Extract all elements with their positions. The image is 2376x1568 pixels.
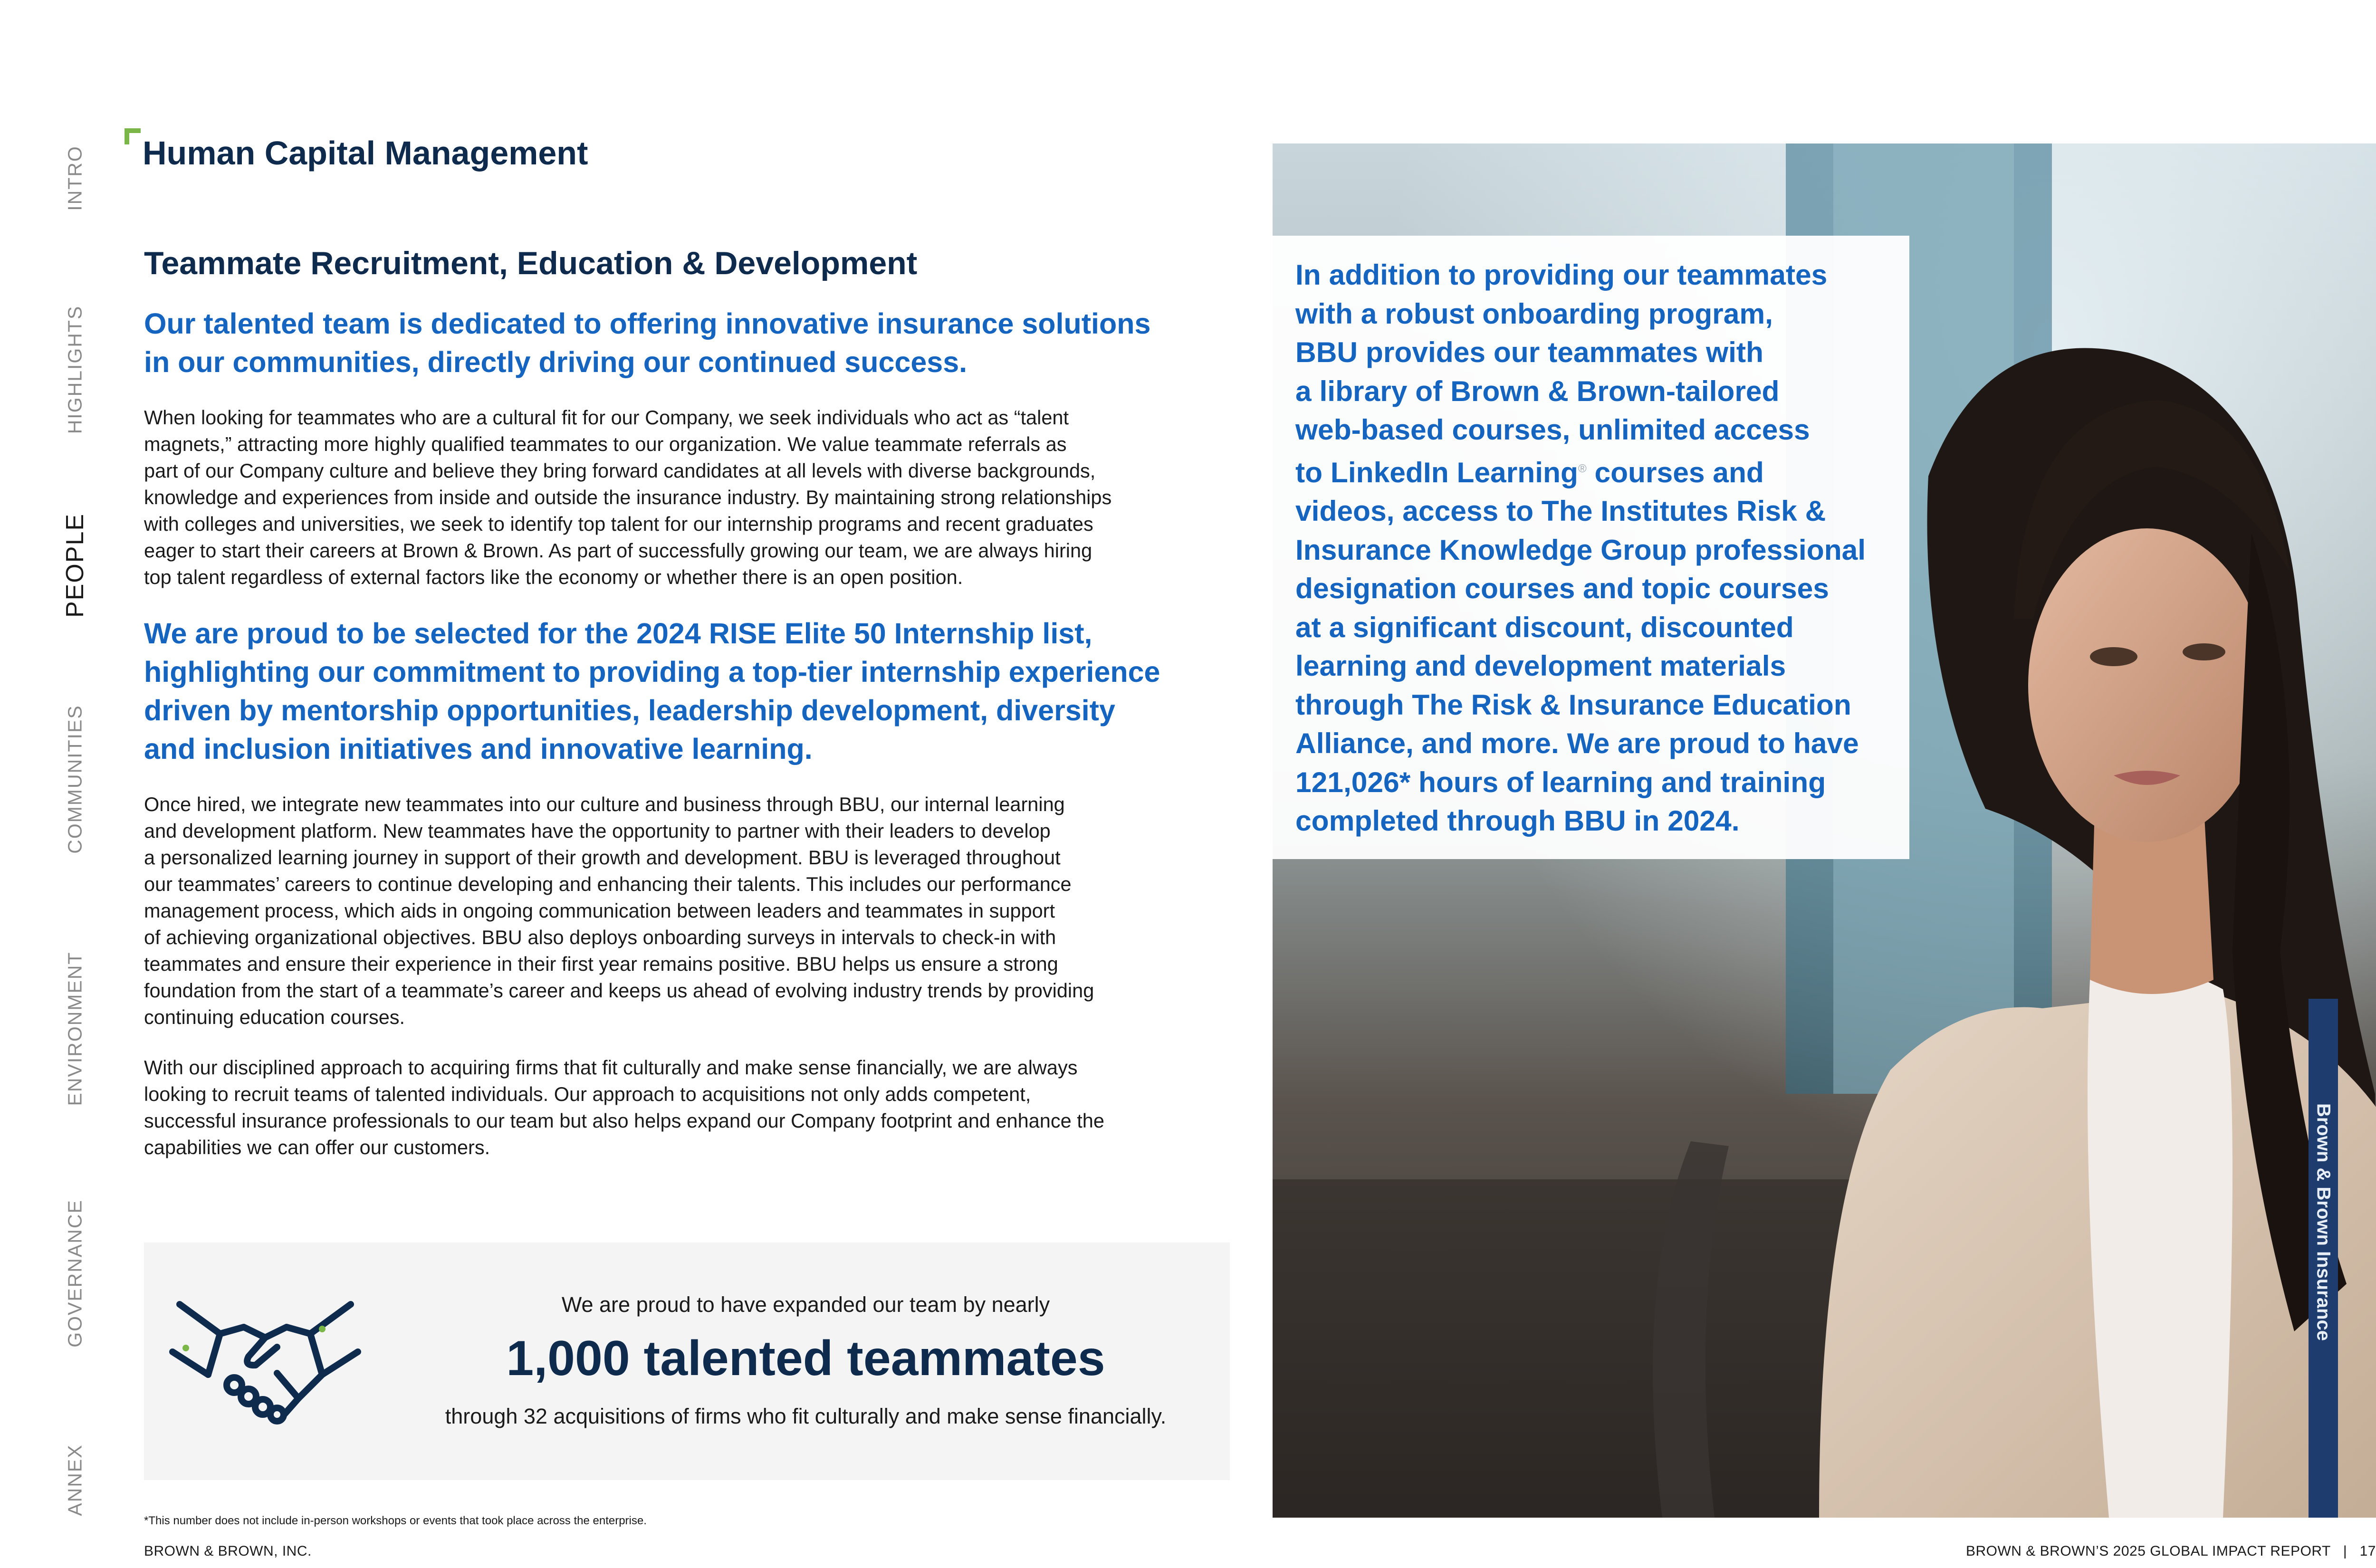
text-line: top talent regardless of external factors like the economy or whether there is an open position. bbox=[144, 566, 963, 588]
quote-line: a library of Brown & Brown-tailored bbox=[1295, 374, 1780, 407]
bbu-quote-box bbox=[1273, 236, 1909, 859]
text-line: knowledge and experiences from inside and outside the insurance industry. By maintaining strong relationships bbox=[144, 486, 1112, 508]
text-line: magnets,” attracting more highly qualified teammates to our organization. We value teammate referrals as bbox=[144, 433, 1067, 455]
quote-line: through The Risk & Insurance Education bbox=[1295, 688, 1851, 721]
text-line: looking to recruit teams of talented individuals. Our approach to acquisitions not only adds competent, bbox=[144, 1083, 1031, 1105]
quote-line: at a significant discount, discounted bbox=[1295, 611, 1794, 643]
lead-line: in our communities, directly driving our continued success. bbox=[144, 346, 968, 378]
text-line: a personalized learning journey in support of their growth and development. BBU is leveraged throughout bbox=[144, 846, 1061, 869]
lead-line: We are proud to be selected for the 2024 RISE Elite 50 Internship list, bbox=[144, 617, 1092, 650]
nav-item-people[interactable]: PEOPLE bbox=[61, 513, 89, 618]
quote-line: BBU provides our teammates with bbox=[1295, 336, 1764, 368]
text-line: teammates and ensure their experience in their first year remains positive. BBU helps us ensure a strong bbox=[144, 953, 1058, 975]
subheading: Teammate Recruitment, Education & Development bbox=[144, 245, 918, 281]
quote-line: videos, access to The Institutes Risk & bbox=[1295, 495, 1826, 527]
paragraph-recruitment bbox=[144, 404, 1232, 591]
text-line: management process, which aids in ongoing communication between leaders and teammates in support bbox=[144, 899, 1055, 922]
nav-item-environment[interactable]: ENVIRONMENT bbox=[64, 951, 86, 1106]
paragraph-acquisitions bbox=[144, 1054, 1232, 1161]
text-line: and development platform. New teammates have the opportunity to partner with their leaders to develop bbox=[144, 820, 1051, 842]
footer-company: BROWN & BROWN, INC. bbox=[144, 1543, 312, 1559]
quote-line: Alliance, and more. We are proud to have bbox=[1295, 727, 1859, 760]
text-line: Once hired, we integrate new teammates into our culture and business through BBU, our internal learning bbox=[144, 793, 1065, 815]
text-line: With our disciplined approach to acquiring firms that fit culturally and make sense financially, we are always bbox=[144, 1056, 1078, 1079]
lead-line: and inclusion initiatives and innovative learning. bbox=[144, 733, 813, 765]
quote-line: In addition to providing our teammates bbox=[1295, 258, 1828, 291]
quote-line: Insurance Knowledge Group professional bbox=[1295, 533, 1866, 566]
quote-line: 121,026* hours of learning and training bbox=[1295, 765, 1826, 798]
lead-line: Our talented team is dedicated to offering innovative insurance solutions bbox=[144, 307, 1151, 340]
main-text-column bbox=[144, 245, 1232, 1185]
nav-item-annex[interactable]: ANNEX bbox=[64, 1444, 86, 1516]
text-line: When looking for teammates who are a cultural fit for our Company, we seek individuals who act as “talent bbox=[144, 406, 1069, 429]
nav-item-highlights[interactable]: HIGHLIGHTS bbox=[64, 305, 86, 434]
lead-statement bbox=[144, 305, 1232, 382]
bbu-quote bbox=[1295, 256, 1890, 841]
text-line: of achieving organizational objectives. BBU also deploys onboarding surveys in intervals to check-in with bbox=[144, 926, 1056, 948]
lanyard-text: Brown & Brown Insurance bbox=[2313, 1103, 2334, 1341]
callout-headline: 1,000 talented teammates bbox=[506, 1331, 1105, 1386]
internship-statement bbox=[144, 614, 1232, 768]
nav-item-governance[interactable]: GOVERNANCE bbox=[64, 1199, 86, 1348]
nav-item-communities[interactable]: COMMUNITIES bbox=[64, 705, 86, 854]
section-title: Human Capital Management bbox=[143, 134, 588, 172]
text-line: with colleges and universities, we seek to identify top talent for our internship programs and recent graduates bbox=[144, 513, 1093, 535]
quote-courses: courses and bbox=[1594, 456, 1764, 488]
text-line: eager to start their careers at Brown & Brown. As part of successfully growing our team, we are always hiring bbox=[144, 539, 1092, 562]
registered-mark: ® bbox=[1578, 462, 1587, 475]
quote-line: learning and development materials bbox=[1295, 650, 1786, 682]
side-navigation bbox=[0, 0, 124, 1568]
handshake-icon bbox=[163, 1290, 367, 1433]
callout-outro: through 32 acquisitions of firms who fit culturally and make sense financially. bbox=[445, 1404, 1167, 1428]
text-line: successful insurance professionals to our team but also helps expand our Company footprint and enhance the bbox=[144, 1109, 1104, 1132]
callout-intro: We are proud to have expanded our team by nearly bbox=[561, 1292, 1050, 1317]
quote-line: completed through BBU in 2024. bbox=[1295, 804, 1740, 837]
text-line: foundation from the start of a teammate’s career and keeps us ahead of evolving industry trends by providing bbox=[144, 979, 1094, 1002]
quote-linkedin: to LinkedIn Learning bbox=[1295, 456, 1578, 488]
section-bracket-icon bbox=[125, 128, 141, 144]
footnote: *This number does not include in-person workshops or events that took place across the enterprise. bbox=[144, 1514, 647, 1527]
quote-line bbox=[1295, 449, 1890, 492]
quote-line: with a robust onboarding program, bbox=[1295, 297, 1773, 330]
lead-line: driven by mentorship opportunities, leadership development, diversity bbox=[144, 694, 1115, 727]
text-line: part of our Company culture and believe they bring forward candidates at all levels with diverse backgrounds, bbox=[144, 459, 1096, 482]
quote-line: designation courses and topic courses bbox=[1295, 572, 1829, 605]
footer-report-page: BROWN & BROWN’S 2025 GLOBAL IMPACT REPORT | 17 bbox=[1965, 1543, 2376, 1559]
quote-line: web-based courses, unlimited access bbox=[1295, 413, 1810, 446]
teammates-callout bbox=[144, 1243, 1230, 1480]
paragraph-bbu bbox=[144, 791, 1232, 1031]
text-line: capabilities we can offer our customers. bbox=[144, 1136, 490, 1158]
text-line: continuing education courses. bbox=[144, 1006, 405, 1028]
lead-line: highlighting our commitment to providing a top-tier internship experience bbox=[144, 656, 1160, 688]
nav-item-intro[interactable]: INTRO bbox=[64, 145, 86, 211]
text-line: our teammates’ careers to continue developing and enhancing their talents. This includes our performance bbox=[144, 873, 1072, 895]
